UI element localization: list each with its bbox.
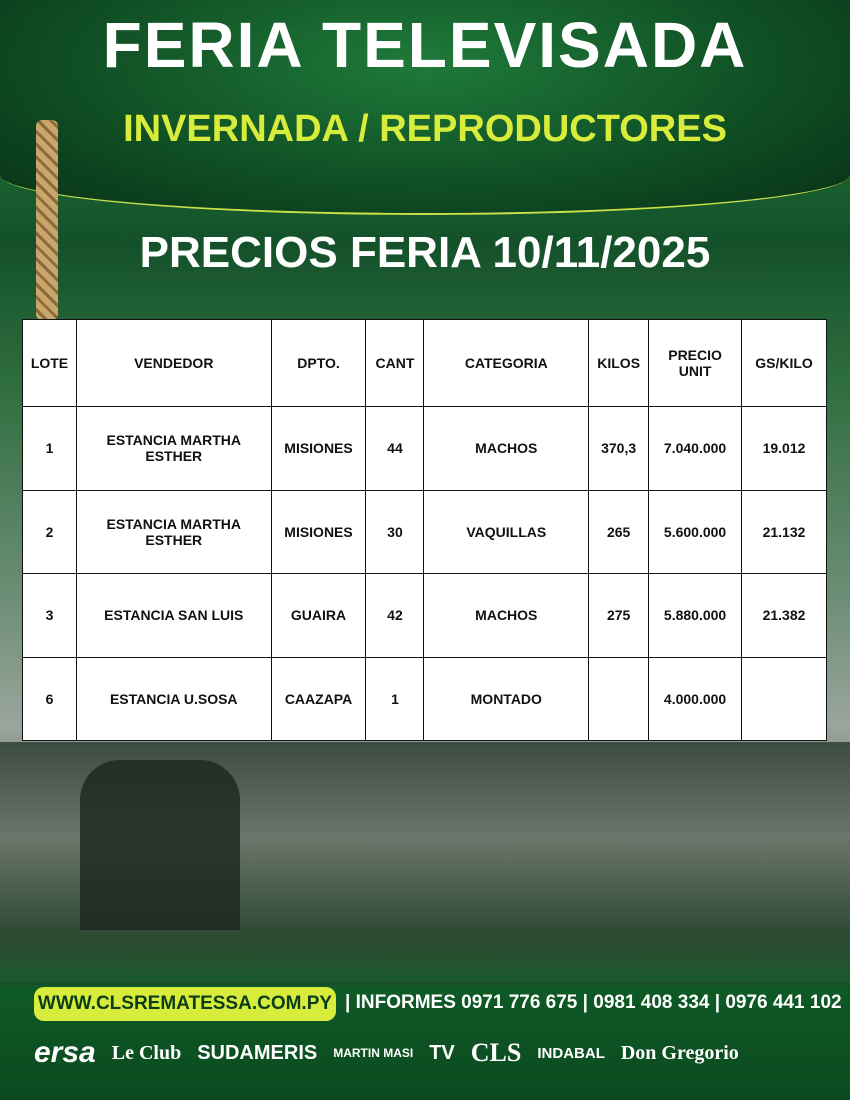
prices-date-title: PRECIOS FERIA 10/11/2025 <box>139 228 711 277</box>
table-cell: 370,3 <box>589 407 649 491</box>
column-header: LOTE <box>23 320 77 407</box>
sponsor-logos <box>34 1036 739 1070</box>
table-cell: VAQUILLAS <box>424 490 589 574</box>
table-cell: 44 <box>366 407 424 491</box>
table-row <box>23 407 827 491</box>
table-cell <box>742 657 827 741</box>
table-cell: GUAIRA <box>271 574 366 658</box>
table-cell: 4.000.000 <box>649 657 742 741</box>
table-cell: 21.132 <box>742 490 827 574</box>
column-header: PRECIO UNIT <box>649 320 742 407</box>
sponsor-logo: CLS <box>470 1038 522 1067</box>
table-cell: 5.880.000 <box>649 574 742 658</box>
people-silhouette <box>80 760 240 930</box>
table-cell: MACHOS <box>424 407 589 491</box>
column-header: CANT <box>366 320 424 407</box>
sponsor-logo: SUDAMERIS <box>197 1041 318 1064</box>
sponsor-logo: Don Gregorio <box>620 1041 739 1064</box>
table-cell: 265 <box>589 490 649 574</box>
table-cell: 1 <box>366 657 424 741</box>
table-cell: 1 <box>23 407 77 491</box>
table-cell <box>589 657 649 741</box>
table-cell: 5.600.000 <box>649 490 742 574</box>
page-title: FERIA TELEVISADA <box>102 9 748 81</box>
page-subtitle: INVERNADA / REPRODUCTORES <box>123 108 727 150</box>
table-cell: ESTANCIA SAN LUIS <box>76 574 271 658</box>
website-link[interactable]: WWW.CLSREMATESSA.COM.PY <box>34 987 336 1021</box>
sponsor-logo: ersa <box>34 1036 96 1069</box>
table-cell: CAAZAPA <box>271 657 366 741</box>
table-cell: 42 <box>366 574 424 658</box>
column-header: VENDEDOR <box>76 320 271 407</box>
table-cell: MONTADO <box>424 657 589 741</box>
table-cell: 275 <box>589 574 649 658</box>
table-cell: ESTANCIA MARTHA ESTHER <box>76 490 271 574</box>
sponsor-logo: TV <box>429 1041 455 1064</box>
table-row <box>23 574 827 658</box>
column-header: CATEGORIA <box>424 320 589 407</box>
column-header: DPTO. <box>271 320 366 407</box>
table-row <box>23 657 827 741</box>
table-cell: MISIONES <box>271 490 366 574</box>
table-cell: 2 <box>23 490 77 574</box>
table-cell: 21.382 <box>742 574 827 658</box>
prices-table <box>22 319 827 741</box>
table-cell: MACHOS <box>424 574 589 658</box>
table-cell: 6 <box>23 657 77 741</box>
table-cell: 3 <box>23 574 77 658</box>
sponsor-logo: Le Club <box>111 1041 182 1064</box>
sponsor-logo: MARTIN MASI <box>333 1046 414 1060</box>
table-cell: ESTANCIA U.SOSA <box>76 657 271 741</box>
table-header-row <box>23 320 827 407</box>
contact-info: | INFORMES 0971 776 675 | 0981 408 334 | 0976 441 102 <box>345 992 842 1013</box>
column-header: KILOS <box>589 320 649 407</box>
table-cell: 19.012 <box>742 407 827 491</box>
table-cell: 30 <box>366 490 424 574</box>
column-header: GS/KILO <box>742 320 827 407</box>
table-cell: MISIONES <box>271 407 366 491</box>
table-cell: ESTANCIA MARTHA ESTHER <box>76 407 271 491</box>
table-cell: 7.040.000 <box>649 407 742 491</box>
sponsor-logo: INDABAL <box>537 1044 605 1062</box>
table-row <box>23 490 827 574</box>
